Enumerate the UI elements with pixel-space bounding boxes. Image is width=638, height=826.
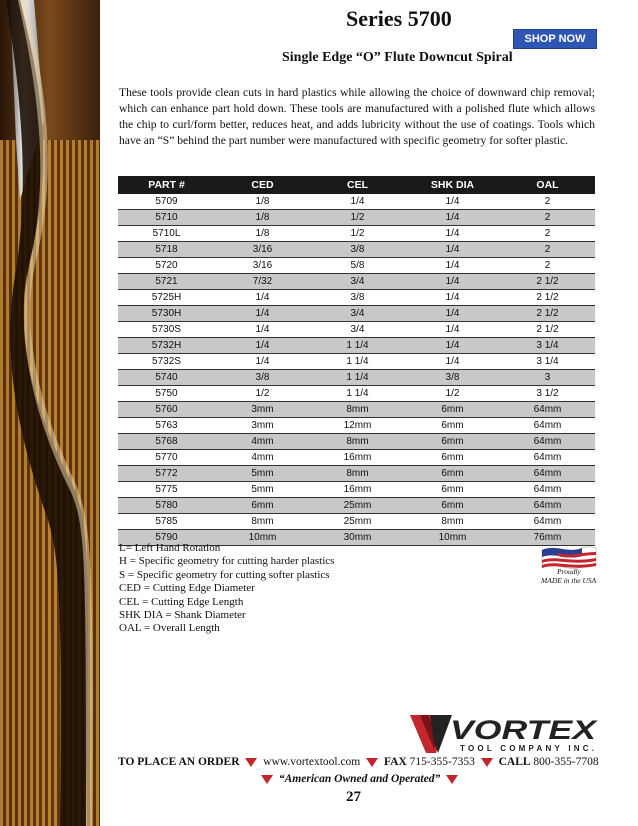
table-row xyxy=(118,242,595,258)
table-cell: 6mm xyxy=(405,482,500,498)
legend-line: L= Left Hand Rotation xyxy=(119,542,221,554)
table-cell: 5709 xyxy=(118,194,215,210)
legend-line: OAL = Overall Length xyxy=(119,622,220,635)
vortex-logo-mark xyxy=(408,713,598,755)
column-header: CED xyxy=(215,176,310,194)
table-cell: 6mm xyxy=(405,466,500,482)
table-cell: 6mm xyxy=(405,450,500,466)
table-row xyxy=(118,258,595,274)
column-header: OAL xyxy=(500,176,595,194)
table-row xyxy=(118,322,595,338)
table-row xyxy=(118,306,595,322)
table-cell: 4mm xyxy=(215,450,310,466)
table-row xyxy=(118,210,595,226)
table-cell: 1/4 xyxy=(405,322,500,338)
product-subtitle: Single Edge “O” Flute Downcut Spiral xyxy=(282,50,513,65)
table-cell: 8mm xyxy=(310,466,405,482)
table-cell: 5785 xyxy=(118,514,215,530)
table-cell: 5760 xyxy=(118,402,215,418)
shop-now-button[interactable]: SHOP NOW xyxy=(513,29,597,49)
table-cell: 1/4 xyxy=(405,242,500,258)
table-cell: 1/4 xyxy=(405,290,500,306)
table-cell: 5772 xyxy=(118,466,215,482)
table-cell: 2 xyxy=(500,226,595,242)
red-triangle-icon xyxy=(481,758,493,767)
table-cell: 5750 xyxy=(118,386,215,402)
table-cell: 1/4 xyxy=(310,194,405,210)
table-row xyxy=(118,498,595,514)
table-cell: 64mm xyxy=(500,482,595,498)
column-header: CEL xyxy=(310,176,405,194)
table-cell: 5730S xyxy=(118,322,215,338)
table-row xyxy=(118,274,595,290)
table-cell: 6mm xyxy=(405,418,500,434)
table-cell: 2 1/2 xyxy=(500,274,595,290)
table-cell: 1/2 xyxy=(310,226,405,242)
proudly-label: Proudly xyxy=(557,567,581,576)
table-cell: 64mm xyxy=(500,514,595,530)
table-cell: 2 1/2 xyxy=(500,306,595,322)
red-triangle-icon xyxy=(245,758,257,767)
table-cell: 2 xyxy=(500,242,595,258)
order-footer xyxy=(118,756,599,768)
table-cell: 5710L xyxy=(118,226,215,242)
red-triangle-icon xyxy=(366,758,378,767)
table-cell: 3/8 xyxy=(215,370,310,386)
table-cell: 10mm xyxy=(215,530,310,546)
logo-name: VORTEX xyxy=(450,715,598,745)
table-cell: 6mm xyxy=(405,434,500,450)
table-cell: 1 1/4 xyxy=(310,370,405,386)
table-cell: 1/4 xyxy=(405,258,500,274)
table-cell: 64mm xyxy=(500,418,595,434)
table-cell: 5768 xyxy=(118,434,215,450)
table-cell: 1/4 xyxy=(215,354,310,370)
table-cell: 1/4 xyxy=(405,338,500,354)
table-cell: 5721 xyxy=(118,274,215,290)
table-row xyxy=(118,514,595,530)
table-cell: 8mm xyxy=(310,434,405,450)
table-cell: 64mm xyxy=(500,450,595,466)
parts-table-header xyxy=(118,176,595,194)
table-cell: 1/8 xyxy=(215,194,310,210)
table-cell: 30mm xyxy=(310,530,405,546)
table-cell: 3mm xyxy=(215,402,310,418)
drill-bit-image xyxy=(0,0,100,826)
table-cell: 3 1/2 xyxy=(500,386,595,402)
table-row xyxy=(118,354,595,370)
table-cell: 8mm xyxy=(405,514,500,530)
table-cell: 6mm xyxy=(405,498,500,514)
parts-table xyxy=(118,176,595,546)
table-cell: 1/4 xyxy=(215,290,310,306)
table-row xyxy=(118,450,595,466)
table-cell: 5710 xyxy=(118,210,215,226)
table-cell: 4mm xyxy=(215,434,310,450)
table-cell: 1/4 xyxy=(405,354,500,370)
table-cell: 3/8 xyxy=(405,370,500,386)
table-cell: 1/4 xyxy=(405,194,500,210)
table-cell: 5770 xyxy=(118,450,215,466)
table-cell: 1 1/4 xyxy=(310,338,405,354)
table-cell: 5780 xyxy=(118,498,215,514)
table-cell: 64mm xyxy=(500,434,595,450)
table-cell: 5732H xyxy=(118,338,215,354)
table-cell: 76mm xyxy=(500,530,595,546)
table-cell: 2 1/2 xyxy=(500,322,595,338)
table-row xyxy=(118,386,595,402)
table-cell: 6mm xyxy=(405,402,500,418)
table-cell: 1/8 xyxy=(215,226,310,242)
table-cell: 3/8 xyxy=(310,290,405,306)
table-cell: 5763 xyxy=(118,418,215,434)
table-cell: 6mm xyxy=(215,498,310,514)
table-cell: 3/16 xyxy=(215,258,310,274)
order-label: TO PLACE AN ORDER xyxy=(118,756,240,768)
table-cell: 25mm xyxy=(310,514,405,530)
made-in-usa-label: MADE in the USA xyxy=(541,576,597,585)
table-cell: 3/4 xyxy=(310,322,405,338)
legend-line: S = Specific geometry for cutting softer plastics xyxy=(119,568,330,581)
legend-line: CEL = Cutting Edge Length xyxy=(119,595,244,608)
table-cell: 10mm xyxy=(405,530,500,546)
table-cell: 64mm xyxy=(500,466,595,482)
table-cell: 3/4 xyxy=(310,274,405,290)
table-cell: 1/4 xyxy=(215,306,310,322)
table-cell: 1/4 xyxy=(405,226,500,242)
table-cell: 5775 xyxy=(118,482,215,498)
vortex-logo xyxy=(408,713,598,755)
series-title: Series 5700 xyxy=(346,6,452,31)
table-cell: 5740 xyxy=(118,370,215,386)
parts-table-body xyxy=(118,194,595,546)
table-cell: 2 1/2 xyxy=(500,290,595,306)
table-cell: 1/4 xyxy=(215,322,310,338)
table-row xyxy=(118,290,595,306)
table-cell: 1/8 xyxy=(215,210,310,226)
table-cell: 25mm xyxy=(310,498,405,514)
table-cell: 3 1/4 xyxy=(500,354,595,370)
table-cell: 1/4 xyxy=(405,274,500,290)
table-cell: 8mm xyxy=(310,402,405,418)
legend-line: H = Specific geometry for cutting harder plastics xyxy=(119,555,335,568)
table-cell: 5732S xyxy=(118,354,215,370)
table-cell: 3mm xyxy=(215,418,310,434)
motto-text: “American Owned and Operated” xyxy=(278,773,441,785)
fax-number: 715-355-7353 xyxy=(409,756,475,768)
table-cell: 1/2 xyxy=(310,210,405,226)
table-cell: 5720 xyxy=(118,258,215,274)
table-cell: 5725H xyxy=(118,290,215,306)
table-cell: 3/4 xyxy=(310,306,405,322)
table-cell: 5790 xyxy=(118,530,215,546)
table-cell: 1/4 xyxy=(405,306,500,322)
table-cell: 5mm xyxy=(215,466,310,482)
legend-line: SHK DIA = Shank Diameter xyxy=(119,609,246,622)
table-cell: 7/32 xyxy=(215,274,310,290)
table-row xyxy=(118,194,595,210)
table-row xyxy=(118,434,595,450)
table-cell: 16mm xyxy=(310,450,405,466)
table-cell: 1 1/4 xyxy=(310,354,405,370)
table-cell: 1/2 xyxy=(405,386,500,402)
table-cell: 2 xyxy=(500,258,595,274)
table-cell: 2 xyxy=(500,210,595,226)
table-cell: 5mm xyxy=(215,482,310,498)
table-cell: 5718 xyxy=(118,242,215,258)
table-cell: 64mm xyxy=(500,498,595,514)
fax-label: FAX xyxy=(384,756,407,768)
table-cell: 3/16 xyxy=(215,242,310,258)
abbreviation-legend xyxy=(119,542,334,636)
table-row xyxy=(118,418,595,434)
table-row xyxy=(118,370,595,386)
intro-paragraph: These tools provide clean cuts in hard plastics while allowing the choice of downward chip removal; which can enhance part hold down. These tools are manufactured with a polished flute which allows the chip to curl/form better, reduces heat, and adds lubricity without the use of coatings. Tools which have an “S” behind the part number were manufactured with specific geometry for softer plastic. xyxy=(119,86,595,147)
table-cell: 1/2 xyxy=(215,386,310,402)
red-triangle-icon xyxy=(446,775,458,784)
red-triangle-icon xyxy=(261,775,273,784)
table-cell: 1/4 xyxy=(215,338,310,354)
table-cell: 16mm xyxy=(310,482,405,498)
table-cell: 3/8 xyxy=(310,242,405,258)
table-row xyxy=(118,338,595,354)
table-cell: 5/8 xyxy=(310,258,405,274)
table-cell: 3 xyxy=(500,370,595,386)
table-cell: 1 1/4 xyxy=(310,386,405,402)
table-row xyxy=(118,482,595,498)
call-number: 800-355-7708 xyxy=(533,756,599,768)
table-cell: 12mm xyxy=(310,418,405,434)
table-cell: 1/4 xyxy=(405,210,500,226)
table-cell: 3 1/4 xyxy=(500,338,595,354)
legend-line: CED = Cutting Edge Diameter xyxy=(119,582,255,595)
column-header: SHK DIA xyxy=(405,176,500,194)
table-cell: 5730H xyxy=(118,306,215,322)
website-link[interactable]: www.vortextool.com xyxy=(263,756,361,768)
column-header: PART # xyxy=(118,176,215,194)
call-label: CALL xyxy=(498,756,531,768)
motto-line xyxy=(258,773,461,785)
table-cell: 2 xyxy=(500,194,595,210)
drill-bit-sidebar xyxy=(0,0,100,826)
page-number: 27 xyxy=(346,789,361,805)
table-row xyxy=(118,402,595,418)
table-cell: 64mm xyxy=(500,402,595,418)
table-cell: 8mm xyxy=(215,514,310,530)
table-row xyxy=(118,226,595,242)
table-row xyxy=(118,466,595,482)
logo-tagline: TOOL COMPANY INC. xyxy=(460,744,594,753)
